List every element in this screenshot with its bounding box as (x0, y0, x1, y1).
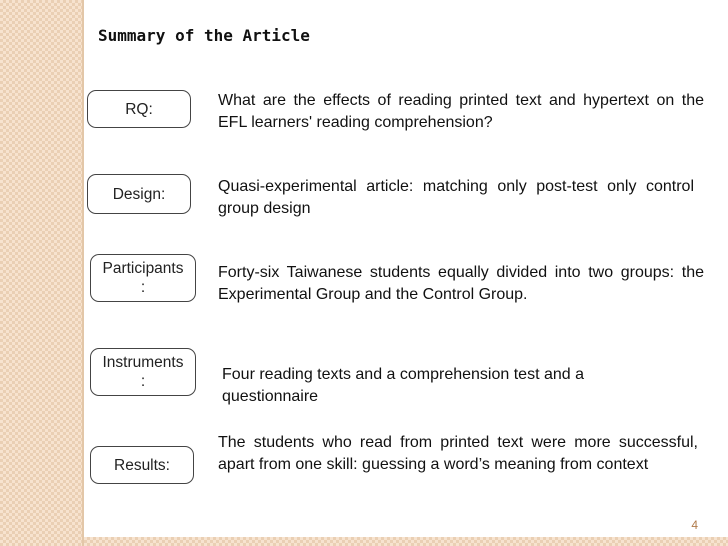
label-instruments (90, 348, 196, 396)
desc-participants: Forty-six Taiwanese students equally divided into two groups: the Experimental Group and the Control Group. (218, 264, 704, 303)
page-number: 4 (691, 518, 698, 532)
label-design-text: Design: (112, 185, 166, 203)
label-rq-text: RQ: (125, 100, 153, 118)
label-participants (90, 254, 196, 302)
slide-title: Summary of the Article (98, 26, 310, 45)
desc-design: Quasi-experimental article: matching only post-test only control group design (218, 178, 694, 217)
label-results-text: Results: (114, 456, 170, 474)
label-rq (87, 90, 191, 128)
decorative-side-band (0, 0, 82, 546)
desc-rq: What are the effects of reading printed text and hypertext on the EFL learners' reading comprehension? (218, 92, 704, 131)
side-band-divider (82, 0, 84, 546)
desc-results: The students who read from printed text were more successful, apart from one skill: guessing a word’s meaning from context (218, 434, 698, 473)
desc-instruments: Four reading texts and a comprehension test and a questionnaire (222, 366, 584, 405)
label-design (87, 174, 191, 214)
decorative-bottom-band (84, 537, 728, 546)
label-participants-text: Participants : (102, 260, 184, 296)
label-instruments-text: Instruments : (102, 354, 184, 390)
label-results (90, 446, 194, 484)
